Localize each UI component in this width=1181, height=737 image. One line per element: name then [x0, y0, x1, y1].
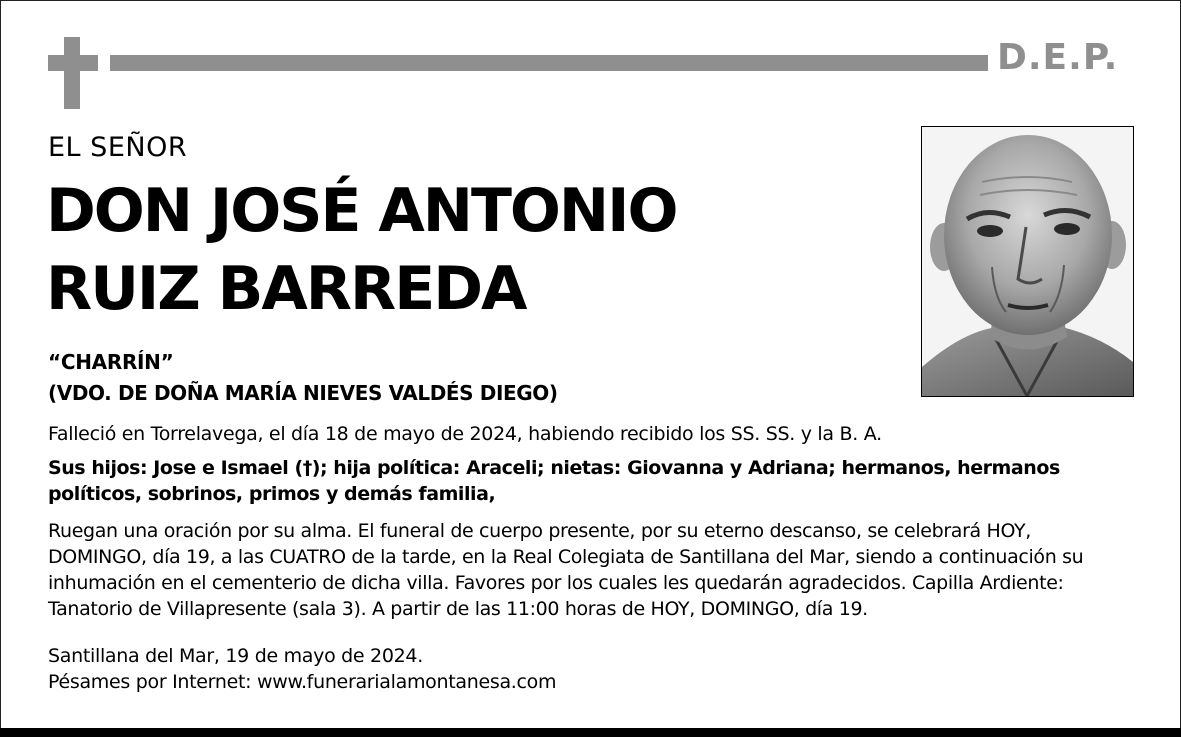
bottom-bar	[0, 728, 1181, 737]
death-statement: Falleció en Torrelavega, el día 18 de mayo de 2024, habiendo recibido los SS. SS. y la B. A.	[48, 423, 882, 445]
condolences-web: Pésames por Internet: www.funerarialamontanesa.com	[48, 671, 557, 693]
place-date: Santillana del Mar, 19 de mayo de 2024.	[48, 645, 423, 667]
name-line-2: RUIZ BARREDA	[46, 254, 526, 324]
portrait-photo	[921, 126, 1134, 397]
dep-badge: D.E.P.	[997, 37, 1119, 78]
funeral-details: Ruegan una oración por su alma. El funeral de cuerpo presente, por su eterno descanso, se celebrará HOY, DOMINGO, día 19, a las CUATRO de la tarde, en la Real Colegiata de Santillana del Mar, siendo a continuación su inhumación en el cementerio de dicha villa. Favores por los cuales les quedarán agradecidos. Capilla Ardiente: Tanatorio de Villapresente (sala 3). A partir de las 11:00 horas de HOY, DOMINGO, día 19.	[48, 520, 1084, 620]
family-list: Sus hijos: Jose e Ismael (†); hija política: Araceli; nietas: Giovanna y Adriana; hermanos, hermanos políticos, sobrinos, primos y demás familia,	[48, 457, 1060, 505]
intro-label: EL SEÑOR	[48, 132, 188, 163]
widower-line: (VDO. DE DOÑA MARÍA NIEVES VALDÉS DIEGO)	[48, 381, 558, 405]
deceased-name	[46, 172, 676, 328]
name-line-1: DON JOSÉ ANTONIO	[46, 176, 677, 246]
nickname: “CHARRÍN”	[48, 350, 174, 374]
header-rule	[110, 55, 988, 71]
